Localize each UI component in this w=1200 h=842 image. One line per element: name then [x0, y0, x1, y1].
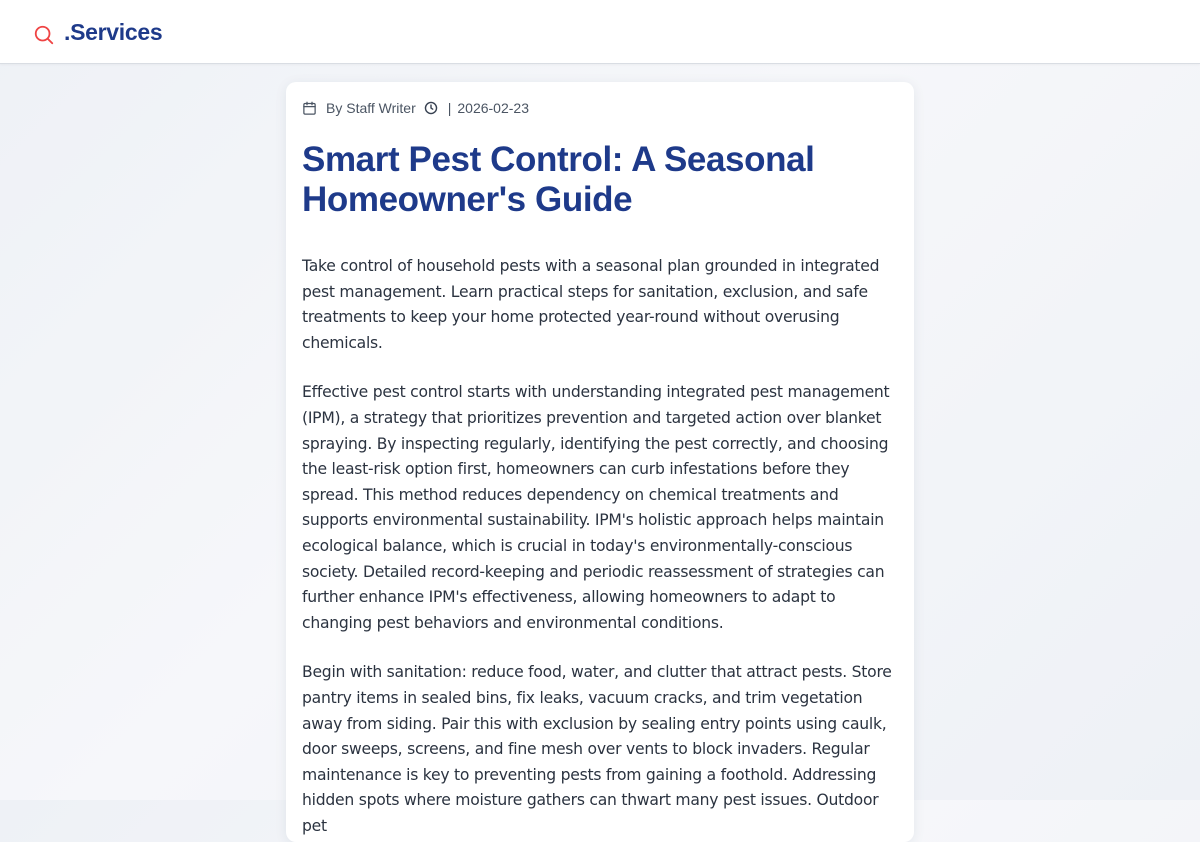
- article-paragraph: Effective pest control starts with understanding integrated pest management (IPM), a strategy that prioritizes prevention and targeted action over blanket spraying. By inspecting regularly, identifying the pest correctly, and choosing the least-risk option first, homeowners can curb infestations before they spread. This method reduces dependency on chemical treatments and supports environmental sustainability. IPM's holistic approach helps maintain ecological balance, which is crucial in today's environmentally-conscious society. Detailed record-keeping and periodic reassessment of strategies can further enhance IPM's effectiveness, allowing homeowners to adapt to changing pest behaviors and environmental conditions.: [302, 383, 890, 632]
- article-paragraph-intro: Take control of household pests with a seasonal plan grounded in integrated pest management. Learn practical steps for sanitation, exclusion, and safe treatments to keep your home protected year-round without overusing chemicals.: [302, 257, 880, 352]
- brand-link[interactable]: [33, 18, 162, 46]
- meta-separator: |: [447, 100, 452, 116]
- article-title: Smart Pest Control: A Seasonal Homeowner's Guide: [302, 140, 815, 219]
- article-body: [302, 254, 900, 842]
- article-date: 2026-02-23: [457, 100, 529, 116]
- article-meta: [302, 98, 529, 118]
- article-card: [286, 82, 914, 842]
- calendar-icon: [302, 101, 317, 116]
- brand-name: .Services: [64, 19, 163, 45]
- site-header: [0, 0, 1200, 64]
- article-author: By Staff Writer: [326, 100, 416, 116]
- article-paragraph: Begin with sanitation: reduce food, water, and clutter that attract pests. Store pantry items in sealed bins, fix leaks, vacuum cracks, and trim vegetation away from siding. Pair this with exclusion by sealing entry points using caulk, door sweeps, screens, and fine mesh over vents to block invaders. Regular maintenance is key to preventing pests from gaining a foothold. Addressing hidden spots where moisture gathers can thwart many pest issues. Outdoor pet: [302, 663, 892, 835]
- clock-icon: [424, 101, 438, 115]
- search-icon: [33, 24, 55, 46]
